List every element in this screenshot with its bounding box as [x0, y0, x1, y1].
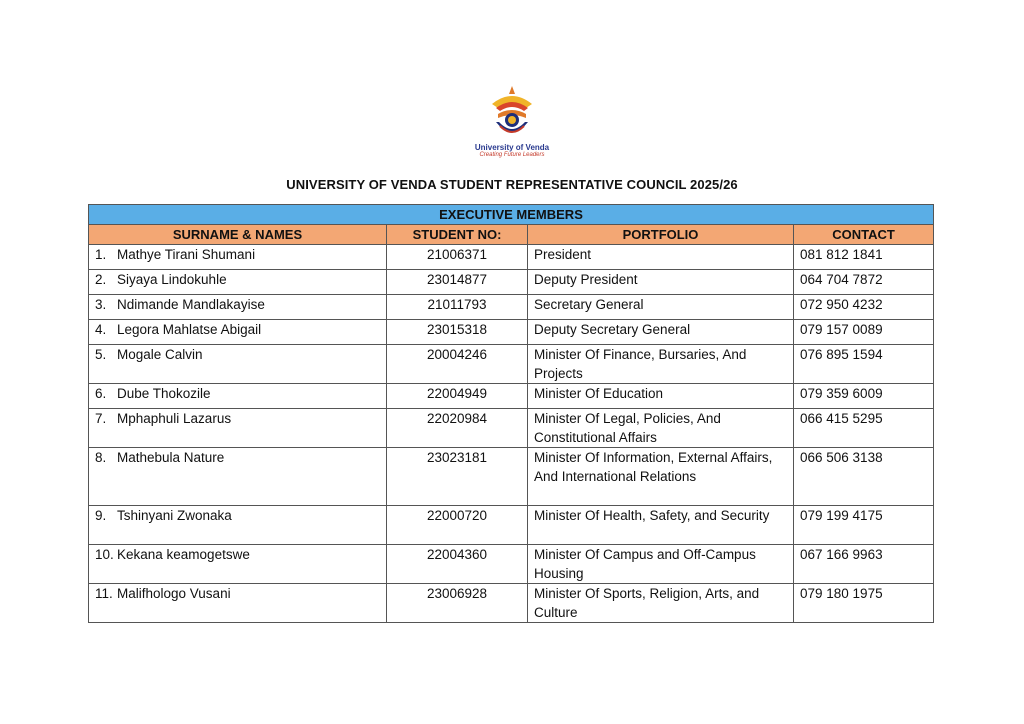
table-row	[89, 506, 934, 545]
contact-number: 079 157 0089	[794, 320, 934, 345]
member-name: Malifhologo Vusani	[117, 586, 231, 601]
student-number: 21011793	[387, 295, 528, 320]
member-name-cell	[89, 506, 387, 545]
portfolio: Deputy Secretary General	[528, 320, 794, 345]
student-number: 21006371	[387, 245, 528, 270]
member-name-cell	[89, 584, 387, 623]
column-header-name: SURNAME & NAMES	[89, 225, 387, 245]
member-name: Mphaphuli Lazarus	[117, 411, 232, 426]
portfolio: Deputy President	[528, 270, 794, 295]
contact-number: 081 812 1841	[794, 245, 934, 270]
contact-number: 067 166 9963	[794, 545, 934, 584]
section-title: EXECUTIVE MEMBERS	[89, 205, 934, 225]
row-number: 4.	[95, 322, 107, 337]
portfolio: Minister Of Campus and Off-Campus Housing	[528, 545, 794, 584]
table-row	[89, 409, 934, 448]
student-number: 22004360	[387, 545, 528, 584]
row-number: 6.	[95, 386, 107, 401]
section-header-row	[89, 205, 934, 225]
table-row	[89, 545, 934, 584]
member-name: Mogale Calvin	[117, 347, 203, 362]
student-number: 22000720	[387, 506, 528, 545]
member-name-cell	[89, 545, 387, 584]
member-name-cell	[89, 270, 387, 295]
contact-number: 076 895 1594	[794, 345, 934, 384]
portfolio: Minister Of Legal, Policies, And Constitutional Affairs	[528, 409, 794, 448]
student-number: 20004246	[387, 345, 528, 384]
contact-number: 064 704 7872	[794, 270, 934, 295]
portfolio: Minister Of Information, External Affairs, And International Relations	[528, 448, 794, 506]
row-number: 1.	[95, 247, 107, 262]
member-name: Kekana keamogetswe	[117, 547, 250, 562]
member-name: Dube Thokozile	[117, 386, 211, 401]
university-crest-icon	[482, 84, 542, 142]
logo-tagline: Creating Future Leaders	[479, 152, 545, 158]
column-header-contact: CONTACT	[794, 225, 934, 245]
logo-university-name: University of Venda	[474, 143, 550, 152]
portfolio: Minister Of Sports, Religion, Arts, and Culture	[528, 584, 794, 623]
member-name-cell	[89, 345, 387, 384]
table-row	[89, 384, 934, 409]
student-number: 23014877	[387, 270, 528, 295]
row-number: 2.	[95, 272, 107, 287]
table-row	[89, 295, 934, 320]
table-row	[89, 584, 934, 623]
portfolio: Minister Of Health, Safety, and Security	[528, 506, 794, 545]
contact-number: 072 950 4232	[794, 295, 934, 320]
executive-members-table	[88, 204, 934, 623]
member-name: Legora Mahlatse Abigail	[117, 322, 262, 337]
table-row	[89, 448, 934, 506]
member-name-cell	[89, 384, 387, 409]
member-name: Mathebula Nature	[117, 450, 225, 465]
member-name-cell	[89, 448, 387, 506]
student-number: 23023181	[387, 448, 528, 506]
row-number: 9.	[95, 508, 107, 523]
member-name-cell	[89, 320, 387, 345]
university-logo	[474, 84, 550, 166]
row-number: 11.	[95, 586, 113, 601]
member-name: Tshinyani Zwonaka	[117, 508, 232, 523]
row-number: 5.	[95, 347, 107, 362]
contact-number: 079 180 1975	[794, 584, 934, 623]
column-header-portfolio: PORTFOLIO	[528, 225, 794, 245]
member-name: Siyaya Lindokuhle	[117, 272, 227, 287]
member-name-cell	[89, 409, 387, 448]
contact-number: 079 359 6009	[794, 384, 934, 409]
table-row	[89, 345, 934, 384]
document-title: UNIVERSITY OF VENDA STUDENT REPRESENTATIVE COUNCIL 2025/26	[286, 177, 738, 192]
student-number: 22020984	[387, 409, 528, 448]
contact-number: 079 199 4175	[794, 506, 934, 545]
table-row	[89, 245, 934, 270]
portfolio: President	[528, 245, 794, 270]
portfolio: Secretary General	[528, 295, 794, 320]
member-name: Mathye Tirani Shumani	[117, 247, 256, 262]
student-number: 23015318	[387, 320, 528, 345]
member-name-cell	[89, 295, 387, 320]
column-header-student-no: STUDENT NO:	[387, 225, 528, 245]
row-number: 7.	[95, 411, 107, 426]
table-row	[89, 320, 934, 345]
portfolio: Minister Of Finance, Bursaries, And Projects	[528, 345, 794, 384]
student-number: 22004949	[387, 384, 528, 409]
row-number: 3.	[95, 297, 107, 312]
member-name: Ndimande Mandlakayise	[117, 297, 265, 312]
column-header-row	[89, 225, 934, 245]
member-name-cell	[89, 245, 387, 270]
row-number: 10.	[95, 547, 114, 562]
table-row	[89, 270, 934, 295]
row-number: 8.	[95, 450, 107, 465]
student-number: 23006928	[387, 584, 528, 623]
portfolio: Minister Of Education	[528, 384, 794, 409]
contact-number: 066 415 5295	[794, 409, 934, 448]
contact-number: 066 506 3138	[794, 448, 934, 506]
